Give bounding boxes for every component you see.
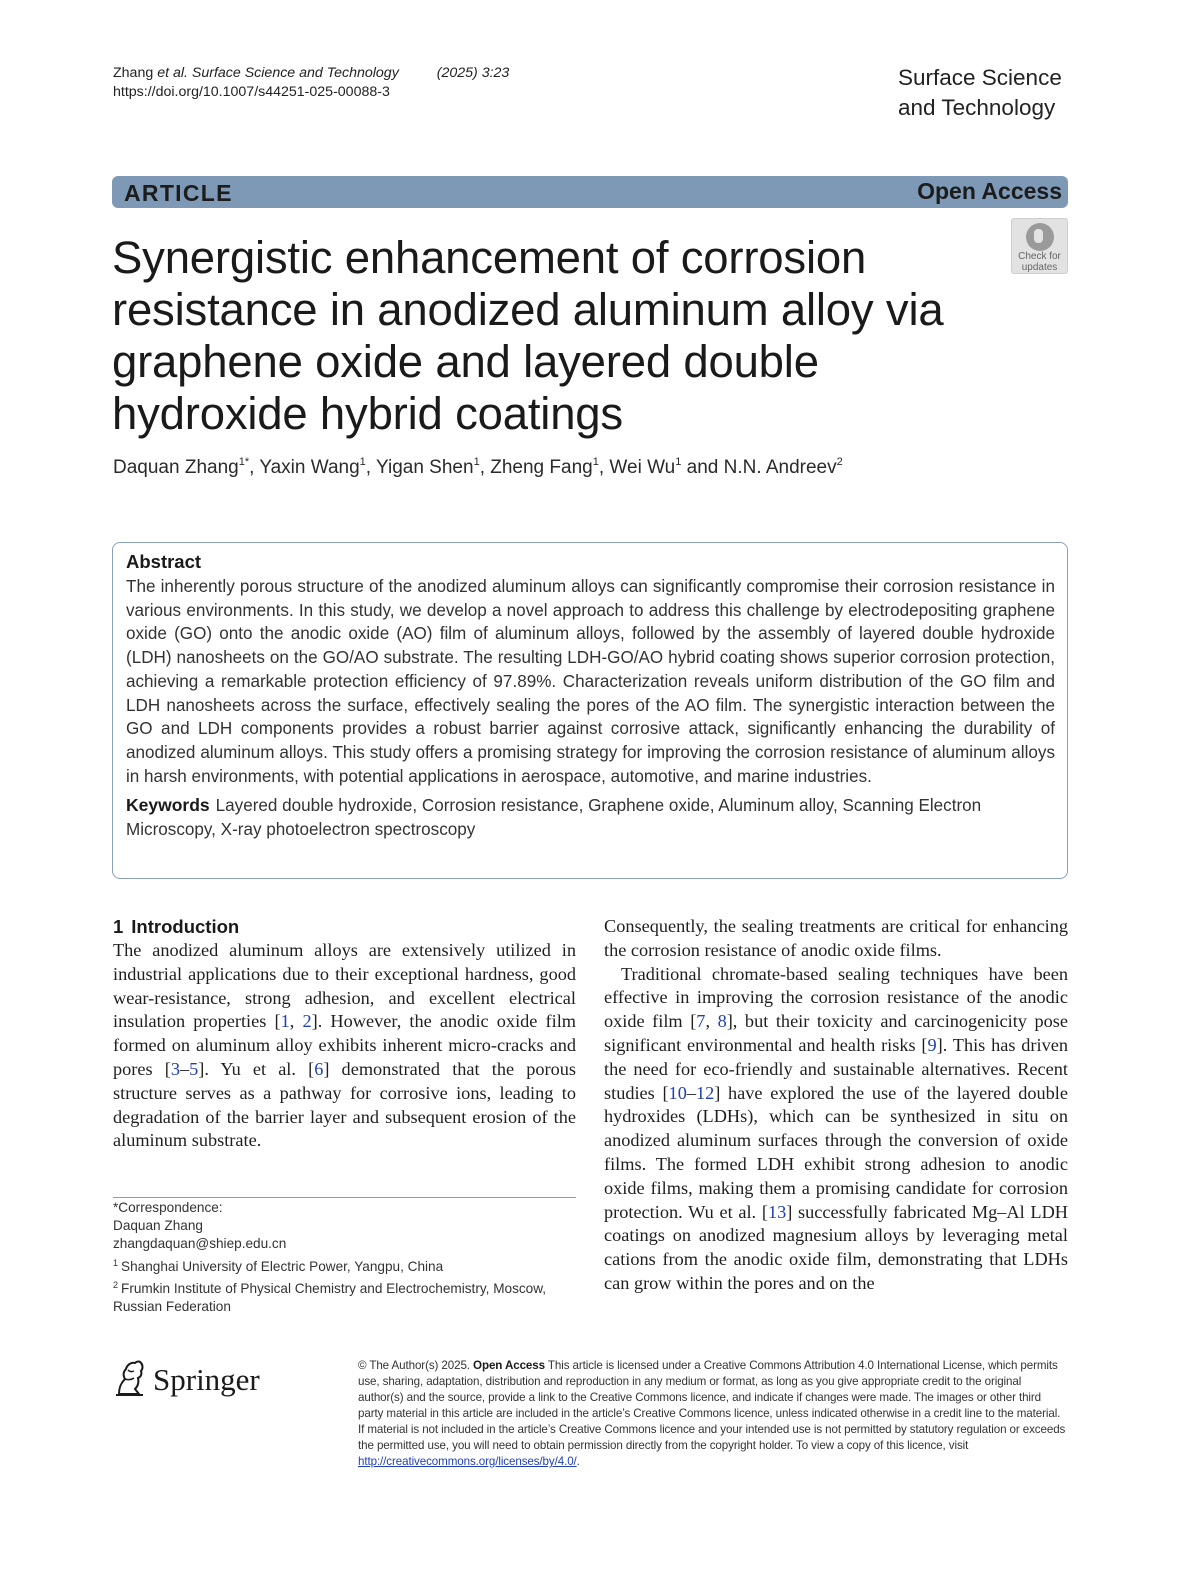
citation-link[interactable]: 3 — [170, 1058, 180, 1079]
author-separator: , — [598, 457, 610, 478]
license-link[interactable]: http://creativecommons.org/licenses/by/4.0/ — [358, 1455, 577, 1468]
section-title: Introduction — [131, 916, 240, 937]
author-name[interactable]: Zheng Fang — [490, 457, 593, 478]
license-notice — [358, 1358, 1068, 1470]
keywords — [126, 794, 1055, 841]
affiliation-2 — [113, 1276, 576, 1316]
publisher-name: Springer — [153, 1362, 260, 1397]
author-separator: , — [479, 457, 491, 478]
author-separator: , — [365, 457, 377, 478]
citation-link[interactable]: 8 — [717, 1011, 727, 1032]
intro-paragraph-1-continued — [604, 915, 1068, 963]
check-for-updates-badge[interactable] — [1011, 218, 1068, 274]
keywords-list: Layered double hydroxide, Corrosion resistance, Graphene oxide, Aluminum alloy, Scanning Electron Microscopy, X-ray photoelectron spectroscopy — [126, 796, 982, 840]
article-label: ARTICLE — [124, 180, 233, 206]
affiliation-1-text: Shanghai University of Electric Power, Yangpu, China — [121, 1258, 444, 1274]
abstract-heading: Abstract — [126, 551, 202, 572]
intro-paragraph-2 — [604, 963, 1068, 1296]
author-affiliation-marker: 1* — [238, 456, 250, 468]
article-title: Synergistic enhancement of corrosion resistance in anodized aluminum alloy via graphene oxide and layered double hydroxide hybrid coatings — [112, 232, 944, 439]
abstract-body: The inherently porous structure of the anodized aluminum alloys can significantly compromise their corrosion resistance in various environments. In this study, we develop a novel approach to address this challenge by electrodepositing graphene oxide (GO) onto the anodic oxide (AO) film of aluminum alloys, followed by the assembly of layered double hydroxide (LDH) nanosheets on the GO/AO substrate. The resulting LDH-GO/AO hybrid coating shows superior corrosion protection, achieving a remarkable protection efficiency of 97.89%. Characterization reveals uniform distribution of the GO film and LDH nanosheets across the surface, effectively sealing the pores of the AO film. The synergistic interaction between the GO and LDH components provides a robust barrier against corrosive attack, significantly enhancing the durability of anodized aluminum alloys. This study offers a promising strategy for improving the corrosion resistance of aluminum alloys in harsh environments, with potential applications in aerospace, automotive, and marine industries. — [126, 577, 1055, 786]
paragraph-text: The anodized aluminum alloys are extensively utilized in industrial applications due to their exceptional hardness, good wear-resistance, strong adhesion, and excellent electrical insulation properties [ — [113, 940, 576, 1032]
citation-link[interactable]: 1 — [280, 1011, 290, 1032]
footnote-divider — [113, 1197, 576, 1198]
check-for-updates-icon — [1026, 223, 1054, 251]
body-column-right — [604, 915, 1068, 1296]
affiliation-2-number: 2 — [113, 1279, 119, 1290]
author-name[interactable]: Yigan Shen — [376, 457, 474, 478]
author-separator: and — [681, 457, 724, 478]
author-name[interactable]: Daquan Zhang — [113, 457, 239, 478]
paragraph-text: , — [705, 1011, 718, 1032]
correspondence-name: Daquan Zhang — [113, 1218, 203, 1234]
correspondence-label: *Correspondence: — [113, 1200, 223, 1215]
citation-line — [113, 64, 509, 83]
check-for-updates-line1: Check for — [1018, 251, 1061, 262]
license-text: This article is licensed under a Creative Commons Attribution 4.0 International License, which permits use, sharing, adaptation, distribution and reproduction in any medium or format, as long as you give appropriate credit to the original author(s) and the source, provide a link to the Creative Commons licence, and indicate if changes were made. The images or other third party material in this article are included in the article’s Creative Commons licence, unless indicated otherwise in a credit line to the material. If material is not included in the article’s Creative Commons licence and your intended use is not permitted by statutory regulation or exceeds the permitted use, you will need to obtain permission directly from the copyright holder. To view a copy of this licence, visit — [358, 1359, 1066, 1452]
affiliation-2-text: Frumkin Institute of Physical Chemistry and Electrochemistry, Moscow, Russian Federation — [113, 1280, 547, 1315]
license-open-access: Open Access — [473, 1359, 545, 1372]
paragraph-text: ]. However, the anodic oxide film formed on aluminum alloy exhibits inherent micro-cracks and pores [ — [113, 1011, 577, 1079]
publisher-logo — [113, 1358, 273, 1404]
citation-link[interactable]: 6 — [314, 1058, 324, 1079]
affiliation-1-number: 1 — [113, 1257, 119, 1268]
paragraph-text: Traditional chromate-based sealing techniques have been effective in improving the corrosion resistance of the anodic oxide film [ — [604, 963, 1068, 1032]
paragraph-text: ] demonstrated that the porous structure serves as a pathway for corrosive ions, leading to degradation of the barrier layer and subsequent erosion of the aluminum substrate. — [113, 1058, 576, 1151]
paragraph-text: ] successfully fabricated Mg–Al LDH coatings on anodized magnesium alloys by leveraging metal cations from the anodic oxide film, demonstrating that LDHs can grow within the pores and on the — [604, 1201, 1068, 1293]
running-header — [113, 64, 509, 102]
citation-year: (2025) 3:23 — [436, 65, 510, 81]
citation-link[interactable]: 9 — [927, 1034, 937, 1055]
license-copyright: © The Author(s) 2025. — [358, 1359, 474, 1372]
paragraph-text: ] have explored the use of the layered double hydroxides (LDHs), which can be synthesized in situ on anodized aluminum surfaces through the conversion of oxide films. The formed LDH exhibit strong adhesion to anodic oxide films, making them a promising candidate for corrosion protection. Wu et al. [ — [604, 1082, 1068, 1222]
journal-name-line2: and Technology — [898, 95, 1056, 120]
paragraph-text: ], but their toxicity and carcinogenicity pose significant environmental and health risks [ — [604, 1011, 1069, 1055]
license-end: . — [576, 1455, 580, 1468]
paragraph-text: – — [686, 1082, 696, 1103]
footnotes — [113, 1199, 576, 1316]
citation-link[interactable]: 12 — [695, 1082, 715, 1103]
intro-paragraph-1 — [113, 939, 576, 1153]
citation-link[interactable]: 2 — [302, 1011, 312, 1032]
author-list — [113, 456, 843, 479]
springer-horse-logo-icon — [113, 1358, 147, 1398]
author-affiliation-marker: 2 — [836, 456, 843, 468]
article-type-banner — [112, 176, 1068, 208]
citation-link[interactable]: 10 — [668, 1082, 687, 1103]
author-separator: , — [249, 457, 260, 478]
author-name[interactable]: N.N. Andreev — [723, 457, 837, 478]
paragraph-text: ]. This has driven the need for eco-friendly and sustainable alternatives. Recent studies [ — [604, 1034, 1068, 1103]
author-name[interactable]: Wei Wu — [609, 457, 676, 478]
check-for-updates-line2: updates — [1021, 262, 1058, 273]
doi-link[interactable]: https://doi.org/10.1007/s44251-025-00088-3 — [113, 84, 390, 100]
correspondence-email[interactable]: zhangdaquan@shiep.edu.cn — [113, 1236, 287, 1252]
body-column-left — [113, 915, 576, 1153]
author-affiliation-marker: 1 — [473, 456, 480, 468]
journal-name — [898, 63, 1068, 123]
abstract-box — [112, 542, 1068, 879]
section-heading-introduction — [113, 915, 576, 939]
author-name[interactable]: Yaxin Wang — [259, 457, 360, 478]
citation-link[interactable]: 13 — [767, 1201, 787, 1222]
citation-link[interactable]: 7 — [696, 1011, 706, 1032]
citation-author: Zhang — [113, 65, 154, 81]
keywords-label: Keywords — [126, 795, 210, 816]
journal-name-line1: Surface Science — [898, 65, 1062, 90]
citation-journal: et al. Surface Science and Technology — [157, 65, 399, 81]
open-access-label: Open Access — [917, 178, 1062, 204]
author-affiliation-marker: 1 — [359, 456, 366, 468]
section-number: 1 — [113, 916, 124, 937]
paragraph-text: Consequently, the sealing treatments are critical for enhancing the corrosion resistance of anodic oxide films. — [604, 916, 1068, 960]
paragraph-text: ]. Yu et al. [ — [198, 1058, 315, 1079]
paragraph-text: – — [179, 1058, 190, 1079]
affiliation-1 — [113, 1254, 576, 1276]
author-affiliation-marker: 1 — [592, 456, 599, 468]
paragraph-text: , — [289, 1011, 303, 1032]
author-affiliation-marker: 1 — [675, 456, 682, 468]
citation-link[interactable]: 5 — [189, 1058, 199, 1079]
